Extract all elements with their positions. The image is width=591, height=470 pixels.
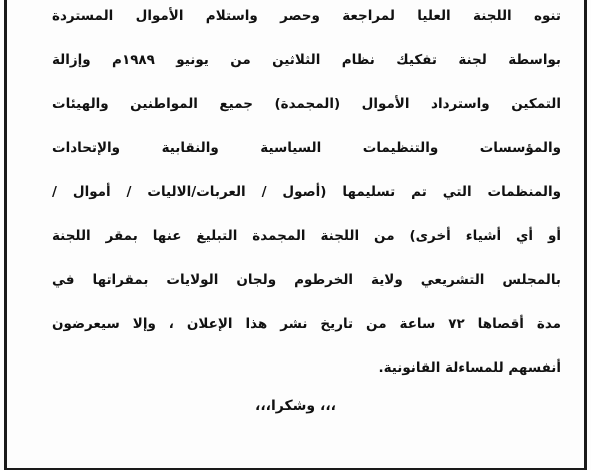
body-line-3: التمكين واسترداد الأموال (المجمدة) جميع المواطنين والهيئات xyxy=(52,96,561,112)
body-line-8: مدة أقصاها ٧٢ ساعة من تاريخ نشر هذا الإعلان ، وإلا سيعرضون xyxy=(52,316,561,332)
body-line-5: والمنظمات التي تم تسليمها (أصول / العربات/الاليات / أموال / xyxy=(52,184,561,200)
closing-thanks: ،،، وشكرا،،، xyxy=(255,398,336,414)
body-line-9: أنفسهم للمساءلة القانونية. xyxy=(378,360,561,376)
body-line-7: بالمجلس التشريعي ولاية الخرطوم ولجان الولايات بمقراتها في xyxy=(52,272,561,288)
body-line-6: أو أي أشياء أخرى) من اللجنة المجمدة التبليغ عنها بمقر اللجنة xyxy=(52,228,561,244)
body-line-1: تنوه اللجنة العليا لمراجعة وحصر واستلام الأموال المستردة xyxy=(52,8,561,24)
body-line-4: والمؤسسات والتنظيمات السياسية والنقابية والإتحادات xyxy=(52,140,561,156)
body-line-2: بواسطة لجنة تفكيك نظام الثلاثين من يونيو ١٩٨٩م وإزالة xyxy=(52,52,561,68)
